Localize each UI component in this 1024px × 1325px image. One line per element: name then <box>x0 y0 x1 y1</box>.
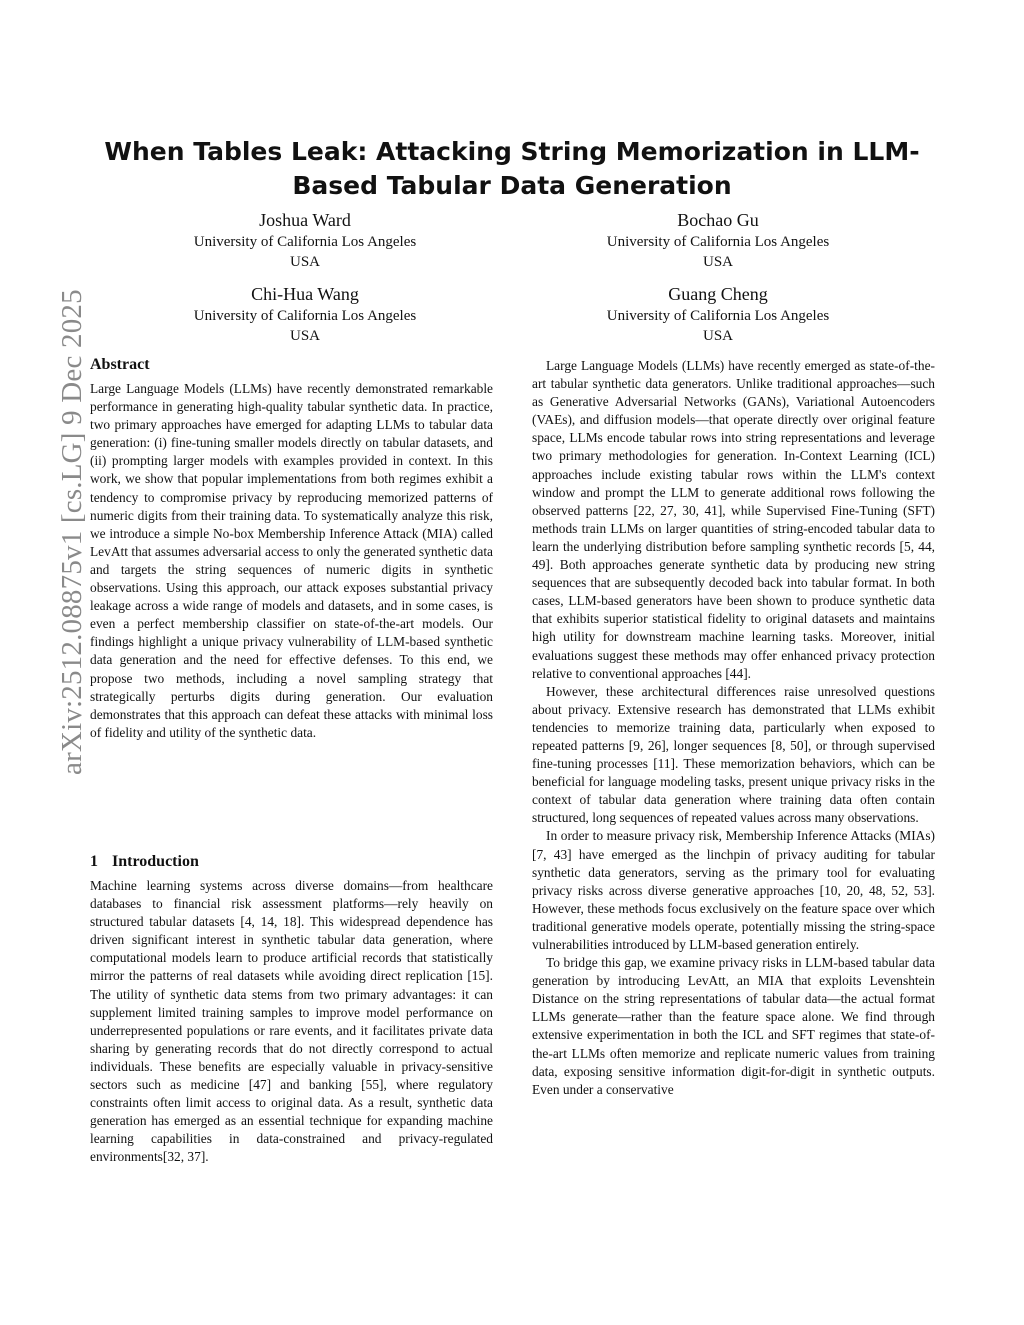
author-block <box>538 282 898 346</box>
author-name: Bochao Gu <box>677 210 759 230</box>
author-country: USA <box>702 328 733 344</box>
author-country: USA <box>289 328 320 344</box>
abstract-heading: Abstract <box>90 356 150 373</box>
author-block <box>125 208 485 272</box>
author-name: Joshua Ward <box>259 210 351 230</box>
body-paragraph: To bridge this gap, we examine privacy risks in LLM-based tabular data generation by introducing LevAtt, an MIA that exploits Levenshtein Distance on the string representations of tabular data—the actual format LLMs generate—rather than the feature space alone. We find through extensive experimentation in both the ICL and SFT regimes that state-of-the-art LLMs often memorize and replicate numeric values from training data, exposing sensitive information digit-for-digit in synthetic outputs. Even under a conservative <box>532 955 935 1097</box>
introduction-heading <box>90 851 493 873</box>
author-affiliation: University of California Los Angeles <box>606 308 830 324</box>
author-name: Chi-Hua Wang <box>251 284 359 304</box>
author-country: USA <box>289 254 320 270</box>
author-block <box>125 282 485 346</box>
arxiv-identifier: arXiv:2512.08875v1 [cs.LG] 9 Dec 2025 <box>56 289 88 775</box>
left-column <box>90 354 493 742</box>
author-affiliation: University of California Los Angeles <box>606 234 830 250</box>
author-country: USA <box>702 254 733 270</box>
body-paragraph: However, these architectural differences raise unresolved questions about privacy. Extensive research has demonstrated that LLMs exhibit tendencies to memorize training data, particularly when exposed to repeated patterns [9, 26], longer sequences [8, 50], or through supervised fine-tuning processes [11]. These memorization behaviors, which can be beneficial for language modeling tasks, present unique privacy risks in the context of tabular data generation where training data often contain structured, long sequences of repeated values across many observations. <box>532 683 935 826</box>
author-affiliation: University of California Los Angeles <box>193 234 417 250</box>
paper-title: When Tables Leak: Attacking String Memorization in LLM-Based Tabular Data Generation <box>104 137 920 200</box>
body-paragraph: Large Language Models (LLMs) have recently emerged as state-of-the-art tabular synthetic data generators. Unlike traditional approaches—such as Generative Adversarial Networks (GANs), Variational Autoencoders (VAEs), and diffusion models—that operate directly over original feature space, LLMs encode tabular rows into string representations and leverage two primary methodologies for generation. In-Context Learning (ICL) approaches include existing tabular rows within the LLM's context window and prompt the LLM to generate additional rows following the observed patterns [22, 27, 30, 41], while Supervised Fine-Tuning (SFT) methods train LLMs on larger quantities of string-encoded tabular data to learn the underlying distribution before sampling synthetic records [5, 44, 49]. Both approaches generate synthetic data by producing new string sequences that are subsequently decoded back into tabular format. In both cases, LLM-based generators have been shown to produce synthetic data that exhibits superior statistical fidelity to original datasets and maintains high utility for downstream machine learning tasks. Moreover, initial evaluations suggest these methods may offer enhanced privacy protection relative to conventional approaches [44]. <box>532 358 935 681</box>
section-title: Introduction <box>112 853 199 870</box>
introduction-paragraph: Machine learning systems across diverse domains—from healthcare databases to financial risk assessment platforms—rely heavily on structured tabular datasets [4, 14, 18]. This widespread dependence has driven significant interest in synthetic tabular data generation, where computational models learn to produce artificial records that statistically mirror the patterns of real datasets while avoiding direct replication [15]. The utility of synthetic data stems from two primary advantages: it can supplement limited training samples to improve model performance on underrepresented populations or rare events, and it facilitates private data sharing by generating records that do not directly correspond to actual individuals. These benefits are especially valuable in privacy-sensitive sectors such as medicine [47] and banking [55], where regulatory constraints often limit access to original data. As a result, synthetic data generation has emerged as an essential technique for expanding machine learning capabilities in data-constrained and privacy-regulated environments[32, 37]. <box>90 878 493 1165</box>
author-block <box>538 208 898 272</box>
body-paragraph: In order to measure privacy risk, Membership Inference Attacks (MIAs) [7, 43] have emerged as the linchpin of privacy auditing for tabular synthetic data generators, serving as the primary tool for evaluating privacy risks across diverse generative approaches [10, 20, 48, 52, 53]. However, these methods focus exclusively on the feature space over which traditional generative models operate, potentially missing the string-space vulnerabilities introduced by LLM-based generation entirely. <box>532 828 935 952</box>
abstract-text: Large Language Models (LLMs) have recently demonstrated remarkable performance in generating high-quality tabular synthetic data. In practice, two primary approaches have emerged for adapting LLMs to tabular data generation: (i) fine-tuning smaller models directly on tabular datasets, and (ii) prompting larger models with examples provided in context. In this work, we show that popular implementations from both regimes exhibit a tendency to compromise privacy by reproducing memorized patterns of numeric digits from their training data. To systematically analyze this risk, we introduce a simple No-box Membership Inference Attack (MIA) called LevAtt that assumes adversarial access to only the generated synthetic data and targets the string sequences of numeric digits in synthetic observations. Using this approach, our attack exposes substantial privacy leakage across a wide range of models and datasets, and in some cases, is even a perfect membership classifier on state-of-the-art models. Our findings highlight a unique privacy vulnerability of LLM-based synthetic data generation and the need for effective defenses. To this end, we propose two methods, including a novel sampling strategy that strategically perturbs digits during generation. Our evaluation demonstrates that this approach can defeat these attacks with minimal loss of fidelity and utility of the synthetic data. <box>90 381 493 740</box>
introduction-section <box>90 851 493 1167</box>
section-number: 1 <box>90 853 98 870</box>
right-column <box>532 357 935 1099</box>
author-affiliation: University of California Los Angeles <box>193 308 417 324</box>
author-name: Guang Cheng <box>668 284 768 304</box>
